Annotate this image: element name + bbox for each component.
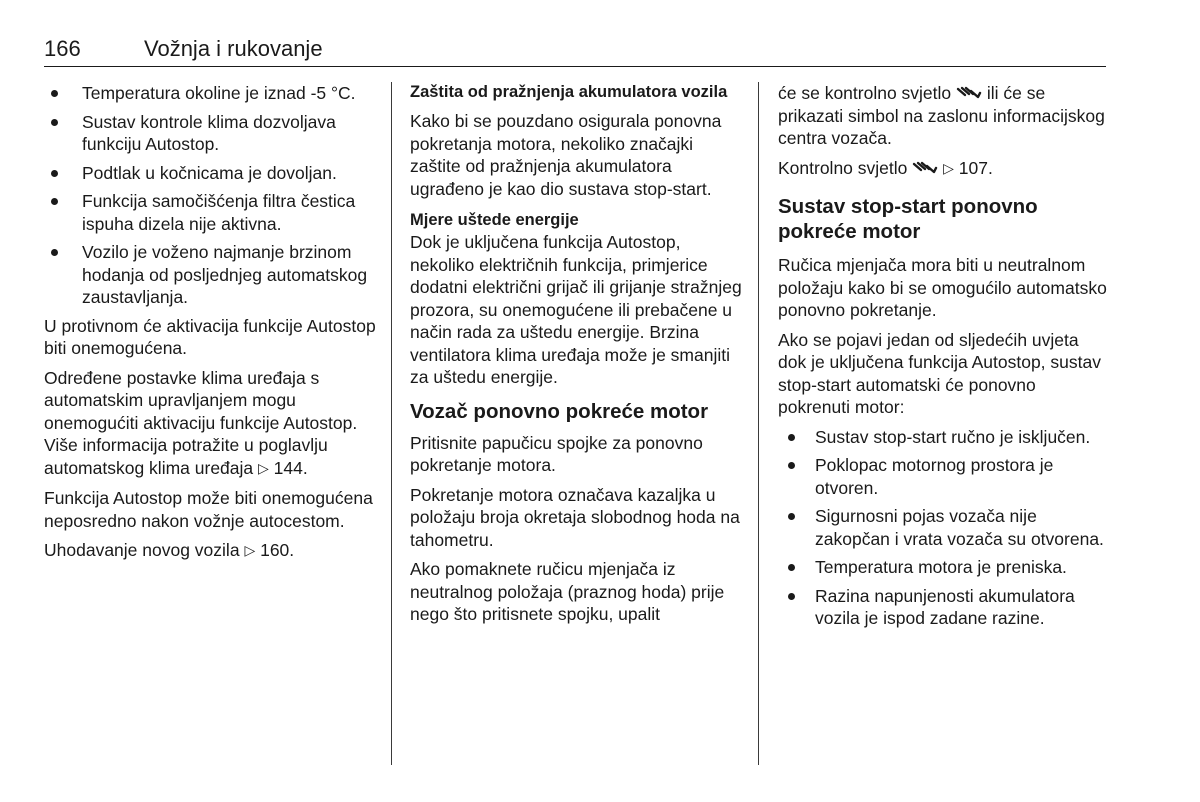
page-reference[interactable]: 144. [273, 457, 308, 478]
paragraph: Uhodavanje novog vozila ▷ 160. [44, 540, 295, 560]
bullet-icon [788, 462, 795, 469]
page-reference[interactable]: 107. [958, 157, 993, 178]
paragraph: Kontrolno svjetlo ▷ 107. [778, 157, 993, 178]
autostop-control-light-icon [912, 160, 938, 176]
column-divider [391, 82, 392, 765]
list-item: Vozilo je voženo najmanje brzinom hodanja od posljednjeg automatskog zaustavljanja. [44, 241, 376, 309]
paragraph: Dok je uključena funkcija Autostop, nekoliko električnih funkcija, primjerice dodatni električni grijač ili grijanje stražnjeg prozora, su onemogućene ili prebačene u način rada za uštedu energije. Brzina ventilatora klima uređaja može je smanjiti za uštedu energije. [410, 232, 742, 387]
list-item: Sustav stop-start ručno je isključen. [778, 426, 1108, 449]
list-item: Sigurnosni pojas vozača nije zakopčan i vrata vozača su otvorena. [778, 505, 1108, 550]
page-number: 166 [44, 36, 81, 61]
bullet-icon [788, 564, 795, 571]
list-item: Temperatura okoline je iznad -5 °C. [44, 82, 376, 105]
paragraph: Ako pomaknete ručicu mjenjača iz neutralnog položaja (praznog hoda) prije nego što pritisnete spojku, upalit [410, 559, 725, 624]
section-heading: Sustav stop-start ponovno pokreće motor [778, 195, 1038, 243]
column-1 [44, 82, 376, 570]
autostop-control-light-icon [956, 85, 982, 101]
page-header [44, 36, 1106, 67]
page-reference[interactable]: 160. [260, 540, 295, 560]
list-item: Podtlak u kočnicama je dovoljan. [44, 162, 376, 185]
bullet-icon [788, 513, 795, 520]
paragraph: Pokretanje motora označava kazaljka u položaju broja okretaja slobodnog hoda na tahometru. [410, 484, 740, 550]
xref-arrow-icon: ▷ [258, 459, 269, 476]
list-item: Poklopac motornog prostora je otvoren. [778, 454, 1108, 499]
column-2 [410, 82, 744, 633]
paragraph: Kako bi se pouzdano osigurala ponovna pokretanja motora, nekoliko značajki zaštite od pražnjenja akumulatora ugrađeno je kao dio sustava stop-start. [410, 111, 722, 199]
chapter-title: Vožnja i rukovanje [144, 36, 323, 61]
bullet-icon [51, 249, 58, 256]
list-item: Funkcija samočišćenja filtra čestica ispuha dizela nije aktivna. [44, 190, 376, 235]
subheading: Mjere uštede energije [410, 211, 579, 229]
xref-arrow-icon: ▷ [244, 542, 256, 558]
paragraph: Pritisnite papučicu spojke za ponovno pokretanje motora. [410, 432, 703, 475]
section-heading: Vozač ponovno pokreće motor [410, 399, 709, 423]
subheading: Zaštita od pražnjenja akumulatora vozila [410, 83, 728, 101]
bullet-icon [51, 198, 58, 205]
paragraph: će se kontrolno svjetlo ili će se prikazati simbol na zaslonu informacijskog centra vozača. [778, 83, 1105, 148]
paragraph: Ako se pojavi jedan od sljedećih uvjeta dok je uključena funkcija Autostop, sustav stop-start automatski će ponovno pokrenuti motor: [778, 329, 1101, 417]
paragraph: Funkcija Autostop može biti onemogućena neposredno nakon vožnje autocestom. [44, 488, 373, 531]
restart-conditions-list [778, 426, 1108, 630]
paragraph: Ručica mjenjača mora biti u neutralnom položaju kako bi se omogućilo automatsko ponovno pokretanje. [778, 255, 1107, 320]
list-item: Sustav kontrole klima dozvoljava funkciju Autostop. [44, 111, 376, 156]
bullet-icon [788, 434, 795, 441]
bullet-icon [51, 170, 58, 177]
conditions-list [44, 82, 376, 309]
paragraph: Određene postavke klima uređaja s automatskim upravljanjem mogu onemogućiti aktivaciju funkcije Autostop. Više informacija potražite u poglavlju automatskog klima uređaja ▷ 144. [44, 367, 358, 478]
column-3 [778, 82, 1108, 636]
list-item: Temperatura motora je preniska. [778, 556, 1108, 579]
bullet-icon [51, 119, 58, 126]
bullet-icon [788, 593, 795, 600]
column-divider [758, 82, 759, 765]
xref-arrow-icon: ▷ [943, 159, 954, 176]
bullet-icon [51, 90, 58, 97]
list-item: Razina napunjenosti akumulatora vozila je ispod zadane razine. [778, 585, 1108, 630]
paragraph: U protivnom će aktivacija funkcije Autostop biti onemogućena. [44, 315, 376, 358]
